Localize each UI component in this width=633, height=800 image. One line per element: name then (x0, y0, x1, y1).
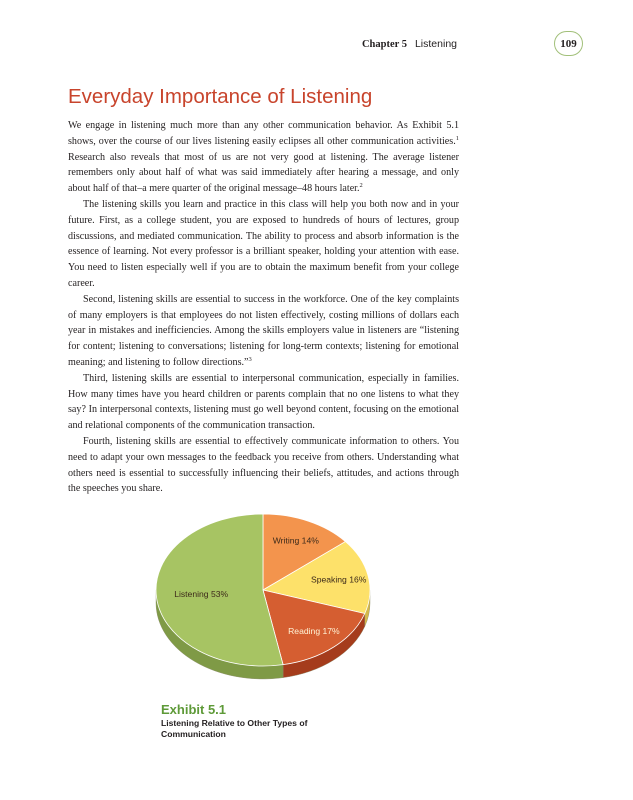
paragraph-3-text: Second, listening skills are essential to success in the workforce. One of the key complaints of many employers is that employees do not listen effectively, costing millions of dollars each year in mistakes and inefficiencies. Among the skills employers value in listeners are “listening for content; listening to conversations; listening for long-term contexts; listening for emotional meaning; and listening to follow directions.” (68, 293, 459, 368)
footnote-ref-1: 1 (455, 134, 459, 142)
running-head (362, 38, 457, 50)
paragraph-1 (68, 118, 459, 197)
footnote-ref-3: 3 (248, 355, 252, 363)
section-label: Listening (414, 38, 457, 50)
pie-chart (148, 508, 388, 698)
body-text (68, 118, 459, 497)
exhibit-caption: Listening Relative to Other Types of Communication (161, 718, 308, 739)
paragraph-4: Third, listening skills are essential to interpersonal communication, especially in families. How many times have you heard children or parents complain that no one listens to what they say? In interpersonal contexts, listening must go well beyond content, focusing on the emotional and relational components of the communication transaction. (68, 372, 459, 432)
paragraph-2: The listening skills you learn and practice in this class will help you both now and in your future. First, as a college student, you are exposed to hundreds of hours of lectures, group discussions, and mediated communication. The ability to process and absorb information is the essence of learning. Not every professor is a brilliant speaker, holding your attention with ease. You need to listen especially well if you are to obtain the maximum benefit from your college career. (68, 198, 459, 289)
exhibit-title: Exhibit 5.1 (161, 702, 227, 717)
pie-label-listening: Listening 53% (174, 589, 229, 600)
footnote-ref-2: 2 (359, 182, 363, 190)
chapter-label: Chapter 5 (361, 39, 407, 50)
paragraph-5: Fourth, listening skills are essential to effectively communicate information to others. You need to adapt your own messages to the feedback you receive from others. Understanding what others need is essential to successfully influencing their beliefs, attitudes, and actions through the speeches you share. (68, 435, 459, 495)
paragraph-3 (68, 292, 459, 371)
pie-label-speaking: Speaking 16% (310, 574, 367, 585)
section-title: Everyday Importance of Listening (68, 85, 373, 108)
pie-chart-svg (148, 508, 388, 698)
pie-label-writing: Writing 14% (272, 535, 319, 546)
pie-label-reading: Reading 17% (288, 626, 340, 636)
paragraph-1-text-b: Research also reveals that most of us are not very good at listening. The average listener remembers only about half of what was said immediately after hearing a message, and only about half of that–a mere quarter of the original message–48 hours later. (68, 151, 459, 195)
paragraph-1-text-a: We engage in listening much more than any other communication behavior. As Exhibit 5.1 shows, over the course of our lives listening easily eclipses all other communication activities. (68, 120, 459, 147)
page-number: 109 (554, 31, 583, 56)
